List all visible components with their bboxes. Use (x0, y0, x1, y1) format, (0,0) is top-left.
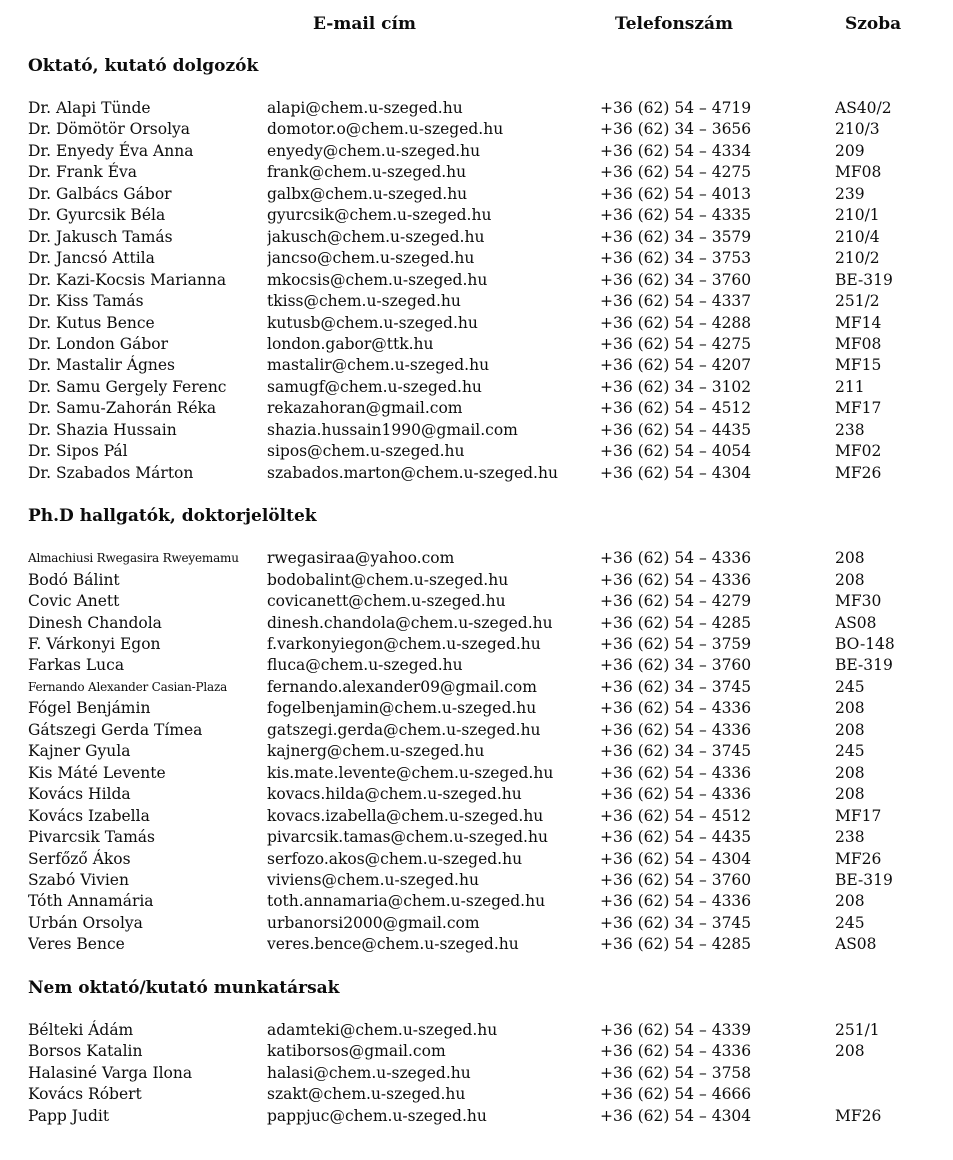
room-cell: 209 (835, 141, 865, 160)
name-cell: Almachiusi Rwegasira Rweyemamu (28, 551, 239, 566)
table-row (28, 784, 933, 805)
phone-cell: +36 (62) 54 – 4336 (600, 785, 752, 804)
table-row (28, 227, 933, 248)
table-row (28, 355, 933, 376)
phone-cell: +36 (62) 54 – 4336 (600, 763, 752, 782)
name-cell: Bélteki Ádám (28, 1020, 134, 1039)
name-cell: Fernando Alexander Casian-Plaza (28, 679, 228, 694)
table-row (28, 741, 933, 762)
room-cell: 210/3 (835, 120, 880, 139)
phone-column-header: Telefonszám (615, 14, 734, 34)
table-row (28, 891, 933, 912)
room-cell: MF14 (835, 313, 882, 332)
name-cell: Kovács Róbert (28, 1085, 142, 1104)
room-cell: 208 (835, 549, 865, 568)
room-cell: MF08 (835, 163, 882, 182)
email-cell: fernando.alexander09@gmail.com (267, 677, 537, 696)
phone-cell: +36 (62) 54 – 4337 (600, 292, 752, 311)
table-row (28, 677, 933, 698)
room-cell: 239 (835, 184, 865, 203)
name-column-spacer (28, 14, 267, 34)
room-cell: BE-319 (835, 656, 893, 675)
phone-cell: +36 (62) 54 – 4666 (600, 1085, 752, 1104)
room-cell: BO-148 (835, 634, 895, 653)
phone-cell: +36 (62) 54 – 4334 (600, 141, 752, 160)
phone-cell: +36 (62) 54 – 4512 (600, 806, 752, 825)
email-cell: kovacs.izabella@chem.u-szeged.hu (267, 806, 544, 825)
phone-cell: +36 (62) 34 – 3745 (600, 913, 752, 932)
phone-cell: +36 (62) 34 – 3753 (600, 249, 752, 268)
table-row (28, 827, 933, 848)
email-cell: urbanorsi2000@gmail.com (267, 913, 480, 932)
name-cell: Tóth Annamária (28, 892, 154, 911)
table-row (28, 1020, 933, 1041)
phone-cell: +36 (62) 54 – 4336 (600, 1042, 752, 1061)
email-cell: rwegasiraa@yahoo.com (267, 549, 455, 568)
email-cell: kovacs.hilda@chem.u-szeged.hu (267, 785, 522, 804)
email-cell: kutusb@chem.u-szeged.hu (267, 313, 478, 332)
name-cell: Dr. Kutus Bence (28, 313, 155, 332)
name-cell: Dr. Frank Éva (28, 163, 138, 182)
name-cell: Fógel Benjámin (28, 699, 151, 718)
room-cell: 208 (835, 570, 865, 589)
phone-cell: +36 (62) 34 – 3579 (600, 227, 752, 246)
room-cell: 245 (835, 742, 865, 761)
room-cell: 251/2 (835, 292, 880, 311)
name-cell: Farkas Luca (28, 656, 125, 675)
email-cell: galbx@chem.u-szeged.hu (267, 184, 468, 203)
room-cell: AS08 (835, 613, 877, 632)
phone-cell: +36 (62) 54 – 4339 (600, 1020, 752, 1039)
room-cell: 245 (835, 913, 865, 932)
phone-cell: +36 (62) 54 – 4435 (600, 828, 752, 847)
table-row (28, 119, 933, 140)
name-cell: Szabó Vivien (28, 870, 129, 889)
email-cell: frank@chem.u-szeged.hu (267, 163, 467, 182)
room-cell: MF15 (835, 356, 882, 375)
name-cell: Dr. London Gábor (28, 334, 169, 353)
email-cell: pappjuc@chem.u-szeged.hu (267, 1106, 487, 1125)
table-row (28, 698, 933, 719)
phone-cell: +36 (62) 54 – 4304 (600, 463, 752, 482)
table-row (28, 934, 933, 955)
name-cell: Halasiné Varga Ilona (28, 1063, 193, 1082)
phone-cell: +36 (62) 54 – 4285 (600, 613, 752, 632)
email-cell: veres.bence@chem.u-szeged.hu (267, 935, 519, 954)
email-cell: shazia.hussain1990@gmail.com (267, 420, 518, 439)
name-cell: Dr. Samu Gergely Ferenc (28, 377, 227, 396)
email-cell: domotor.o@chem.u-szeged.hu (267, 120, 504, 139)
name-cell: Dr. Mastalir Ágnes (28, 356, 176, 375)
room-cell: 208 (835, 785, 865, 804)
table-row (28, 570, 933, 591)
email-cell: jakusch@chem.u-szeged.hu (267, 227, 485, 246)
section-heading: Ph.D hallgatók, doktorjelöltek (28, 506, 317, 527)
phone-cell: +36 (62) 54 – 4275 (600, 334, 752, 353)
email-cell: alapi@chem.u-szeged.hu (267, 99, 463, 117)
section-rows (28, 1020, 933, 1127)
phone-cell: +36 (62) 34 – 3656 (600, 120, 752, 139)
table-row (28, 248, 933, 269)
email-cell: sipos@chem.u-szeged.hu (267, 442, 465, 461)
table-row (28, 763, 933, 784)
table-row (28, 870, 933, 891)
name-cell: Dr. Galbács Gábor (28, 184, 172, 203)
phone-cell: +36 (62) 54 – 4054 (600, 442, 752, 461)
table-row (28, 420, 933, 441)
email-cell: halasi@chem.u-szeged.hu (267, 1063, 471, 1082)
phone-cell: +36 (62) 54 – 4288 (600, 313, 752, 332)
name-cell: Dr. Samu-Zahorán Réka (28, 399, 217, 418)
phone-cell: +36 (62) 34 – 3760 (600, 656, 752, 675)
room-cell: MF17 (835, 806, 882, 825)
email-cell: gyurcsik@chem.u-szeged.hu (267, 206, 492, 225)
name-cell: Dr. Sipos Pál (28, 442, 128, 461)
phone-cell: +36 (62) 54 – 3760 (600, 870, 752, 889)
phone-cell: +36 (62) 54 – 4335 (600, 206, 752, 225)
section-rows (28, 98, 933, 484)
table-row (28, 377, 933, 398)
table-row (28, 270, 933, 291)
name-cell: F. Várkonyi Egon (28, 634, 161, 653)
phone-cell: +36 (62) 54 – 4336 (600, 892, 752, 911)
room-cell: 245 (835, 677, 865, 696)
table-row (28, 141, 933, 162)
table-row (28, 1041, 933, 1062)
phone-cell: +36 (62) 54 – 3758 (600, 1063, 752, 1082)
table-row (28, 913, 933, 934)
name-cell: Dr. Dömötör Orsolya (28, 120, 191, 139)
name-cell: Dr. Kiss Tamás (28, 292, 144, 311)
directory-section (28, 505, 933, 956)
name-cell: Dr. Alapi Tünde (28, 99, 151, 117)
room-cell: 208 (835, 720, 865, 739)
phone-cell: +36 (62) 54 – 3759 (600, 634, 752, 653)
room-cell: AS08 (835, 935, 877, 954)
table-row (28, 184, 933, 205)
name-cell: Dr. Jancsó Attila (28, 249, 155, 268)
table-row (28, 441, 933, 462)
name-cell: Dinesh Chandola (28, 613, 162, 632)
room-column-header: Szoba (845, 14, 902, 34)
email-cell: serfozo.akos@chem.u-szeged.hu (267, 849, 523, 868)
phone-cell: +36 (62) 54 – 4719 (600, 99, 752, 117)
table-row (28, 720, 933, 741)
room-cell: 251/1 (835, 1020, 880, 1039)
table-row (28, 1084, 933, 1105)
table-row (28, 591, 933, 612)
table-row (28, 849, 933, 870)
room-cell: MF08 (835, 334, 882, 353)
table-row (28, 613, 933, 634)
email-cell: london.gabor@ttk.hu (267, 334, 434, 353)
room-cell: MF26 (835, 463, 882, 482)
phone-cell: +36 (62) 54 – 4304 (600, 1106, 752, 1125)
table-row (28, 548, 933, 569)
section-rows (28, 548, 933, 956)
name-cell: Veres Bence (28, 935, 125, 954)
name-cell: Kajner Gyula (28, 742, 131, 761)
name-cell: Urbán Orsolya (28, 913, 143, 932)
table-row (28, 634, 933, 655)
phone-cell: +36 (62) 54 – 4279 (600, 592, 752, 611)
phone-cell: +36 (62) 54 – 4336 (600, 720, 752, 739)
name-cell: Kovács Hilda (28, 785, 131, 804)
name-cell: Bodó Bálint (28, 570, 120, 589)
name-cell: Dr. Jakusch Tamás (28, 227, 173, 246)
email-cell: gatszegi.gerda@chem.u-szeged.hu (267, 720, 541, 739)
table-row (28, 806, 933, 827)
name-cell: Kis Máté Levente (28, 763, 166, 782)
email-cell: katiborsos@gmail.com (267, 1042, 446, 1061)
phone-cell: +36 (62) 34 – 3760 (600, 270, 752, 289)
section-heading: Nem oktató/kutató munkatársak (28, 977, 340, 998)
table-row (28, 1106, 933, 1127)
phone-cell: +36 (62) 54 – 4336 (600, 699, 752, 718)
room-cell: MF17 (835, 399, 882, 418)
email-cell: szakt@chem.u-szeged.hu (267, 1085, 466, 1104)
name-cell: Dr. Kazi-Kocsis Marianna (28, 270, 227, 289)
phone-cell: +36 (62) 54 – 4275 (600, 163, 752, 182)
room-cell: 210/2 (835, 249, 880, 268)
email-cell: fluca@chem.u-szeged.hu (267, 656, 463, 675)
room-cell: 210/4 (835, 227, 880, 246)
room-cell: 238 (835, 420, 865, 439)
room-cell: 211 (835, 377, 865, 396)
table-row (28, 655, 933, 676)
table-row (28, 162, 933, 183)
column-header-row (28, 14, 933, 34)
name-cell: Dr. Gyurcsik Béla (28, 206, 166, 225)
name-cell: Dr. Szabados Márton (28, 463, 194, 482)
name-cell: Gátszegi Gerda Tímea (28, 720, 203, 739)
room-cell: BE-319 (835, 870, 893, 889)
name-cell: Pivarcsik Tamás (28, 828, 155, 847)
room-cell (835, 1084, 933, 1105)
phone-cell: +36 (62) 54 – 4435 (600, 420, 752, 439)
name-cell: Covic Anett (28, 592, 120, 611)
email-cell: mkocsis@chem.u-szeged.hu (267, 270, 488, 289)
room-cell: MF26 (835, 1106, 882, 1125)
name-cell: Papp Judit (28, 1106, 110, 1125)
room-cell: 208 (835, 699, 865, 718)
email-cell: fogelbenjamin@chem.u-szeged.hu (267, 699, 537, 718)
email-cell: rekazahoran@gmail.com (267, 399, 463, 418)
email-column-header: E-mail cím (313, 14, 416, 34)
email-cell: tkiss@chem.u-szeged.hu (267, 292, 461, 311)
email-cell: jancso@chem.u-szeged.hu (267, 249, 475, 268)
phone-cell: +36 (62) 54 – 4013 (600, 184, 752, 203)
email-cell: mastalir@chem.u-szeged.hu (267, 356, 490, 375)
phone-cell: +36 (62) 54 – 4336 (600, 549, 752, 568)
directory (28, 55, 933, 1127)
table-row (28, 205, 933, 226)
phone-cell: +36 (62) 54 – 4336 (600, 570, 752, 589)
email-cell: toth.annamaria@chem.u-szeged.hu (267, 892, 546, 911)
directory-section (28, 55, 933, 484)
name-cell: Kovács Izabella (28, 806, 150, 825)
table-row (28, 463, 933, 484)
email-cell: f.varkonyiegon@chem.u-szeged.hu (267, 634, 541, 653)
room-cell: AS40/2 (835, 99, 892, 117)
table-row (28, 334, 933, 355)
room-cell: MF26 (835, 849, 882, 868)
email-cell: adamteki@chem.u-szeged.hu (267, 1020, 498, 1039)
email-cell: szabados.marton@chem.u-szeged.hu (267, 463, 558, 482)
table-row (28, 313, 933, 334)
email-cell: dinesh.chandola@chem.u-szeged.hu (267, 613, 553, 632)
table-row (28, 398, 933, 419)
phone-cell: +36 (62) 54 – 4207 (600, 356, 752, 375)
email-cell: covicanett@chem.u-szeged.hu (267, 592, 506, 611)
room-cell: 208 (835, 763, 865, 782)
table-row (28, 291, 933, 312)
name-cell: Serfőző Ákos (28, 849, 131, 868)
room-cell: 210/1 (835, 206, 880, 225)
room-cell: MF02 (835, 442, 882, 461)
table-row (28, 1063, 933, 1084)
email-cell: kis.mate.levente@chem.u-szeged.hu (267, 763, 554, 782)
phone-cell: +36 (62) 34 – 3102 (600, 377, 752, 396)
phone-cell: +36 (62) 34 – 3745 (600, 677, 752, 696)
phone-cell: +36 (62) 54 – 4285 (600, 935, 752, 954)
email-cell: samugf@chem.u-szeged.hu (267, 377, 482, 396)
email-cell: kajnerg@chem.u-szeged.hu (267, 742, 485, 761)
phone-cell: +36 (62) 54 – 4304 (600, 849, 752, 868)
email-cell: enyedy@chem.u-szeged.hu (267, 141, 481, 160)
room-cell: 208 (835, 1042, 865, 1061)
email-cell: pivarcsik.tamas@chem.u-szeged.hu (267, 828, 548, 847)
phone-cell: +36 (62) 34 – 3745 (600, 742, 752, 761)
room-cell: BE-319 (835, 270, 893, 289)
email-cell: bodobalint@chem.u-szeged.hu (267, 570, 509, 589)
name-cell: Borsos Katalin (28, 1042, 143, 1061)
phone-cell: +36 (62) 54 – 4512 (600, 399, 752, 418)
table-row (28, 98, 933, 119)
directory-section (28, 977, 933, 1127)
name-cell: Dr. Shazia Hussain (28, 420, 177, 439)
room-cell: 238 (835, 828, 865, 847)
room-cell: 208 (835, 892, 865, 911)
name-cell: Dr. Enyedy Éva Anna (28, 141, 194, 160)
email-cell: viviens@chem.u-szeged.hu (267, 870, 479, 889)
section-heading: Oktató, kutató dolgozók (28, 56, 259, 76)
room-cell: MF30 (835, 592, 882, 611)
room-cell (835, 1063, 933, 1084)
